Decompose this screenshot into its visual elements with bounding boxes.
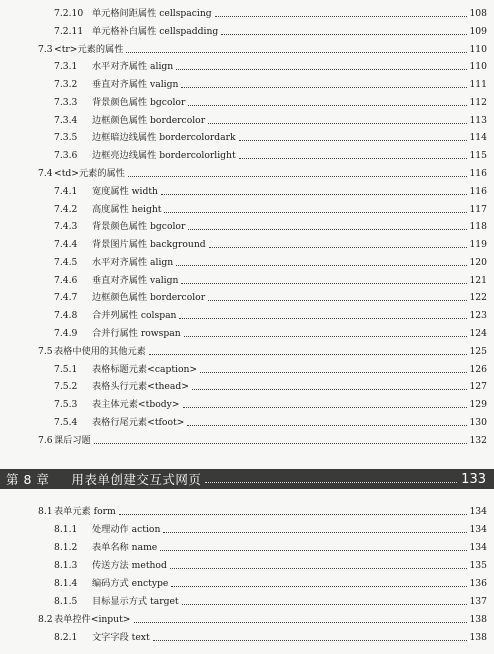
toc-leader-dots	[200, 372, 467, 373]
toc-entry	[38, 168, 487, 180]
toc-entry-page: 123	[469, 310, 487, 322]
toc-leader-dots	[176, 265, 467, 266]
toc-entry-title: 表单元素 form	[54, 506, 116, 517]
toc-leader-dots	[128, 176, 468, 177]
toc-entry-page: 134	[469, 542, 487, 553]
toc-entry-number: 7.4.6	[54, 274, 78, 286]
toc-entry-page: 112	[469, 96, 487, 108]
toc-leader-dots	[181, 87, 467, 88]
toc-entry-page: 126	[469, 363, 487, 375]
toc-entry-number: 8.1.3	[54, 560, 78, 571]
toc-entry-number: 8.1	[38, 506, 53, 517]
toc-entry-page: 129	[469, 399, 487, 411]
toc-entry-title: 课后习题	[54, 434, 91, 446]
toc-entry	[54, 417, 487, 429]
toc-entry-title: 边框亮边线属性 bordercolorlight	[92, 150, 236, 162]
toc-entry-number: 7.4.9	[54, 328, 78, 340]
toc-entry-number: 8.1.1	[54, 524, 78, 535]
toc-entry-title: 表格头行元素<thead>	[92, 381, 189, 393]
toc-entry-page: 118	[469, 221, 487, 233]
toc-entry-number: 7.5.3	[54, 399, 78, 411]
toc-entry-page: 115	[469, 150, 487, 162]
toc-entry-title: 背景图片属性 background	[92, 239, 206, 251]
toc-entry-number: 8.1.2	[54, 542, 78, 553]
toc-leader-dots	[164, 212, 467, 213]
toc-entry-number: 7.4.8	[54, 310, 78, 322]
toc-entry	[54, 79, 487, 91]
toc-entry	[54, 560, 487, 572]
toc-entry	[54, 632, 487, 644]
toc-leader-dots	[171, 586, 467, 587]
toc-entry-title: 处理动作 action	[92, 524, 161, 535]
toc-entry-title: 宽度属性 width	[92, 185, 158, 197]
toc-leader-dots	[149, 354, 468, 355]
toc-entry-title: 传送方法 method	[92, 560, 167, 571]
toc-entry	[38, 346, 487, 358]
toc-entry-number: 7.3.1	[54, 61, 78, 73]
toc-entry	[54, 328, 487, 340]
toc-entry-number: 7.6	[38, 434, 53, 446]
toc-entry-number: 7.2.11	[54, 25, 84, 37]
toc-entry-number: 7.5.4	[54, 416, 78, 428]
toc-entry-title: 水平对齐属性 align	[92, 61, 174, 73]
toc-entry-title: 文字字段 text	[92, 632, 150, 643]
toc-entry-number: 8.2.1	[54, 632, 78, 643]
toc-entry-number: 7.5.1	[54, 363, 78, 375]
toc-entry-title: <tr>元素的属性	[54, 43, 124, 55]
toc-entry	[54, 26, 487, 38]
toc-entry	[54, 8, 487, 20]
toc-entry-page: 138	[469, 632, 487, 643]
chapter-label: 第 8 章	[6, 472, 50, 487]
toc-entry	[54, 596, 487, 608]
toc-leader-dots	[188, 229, 467, 230]
toc-entry-number: 7.4.4	[54, 239, 78, 251]
toc-entry	[54, 186, 487, 198]
toc-entry-number: 7.3.4	[54, 114, 78, 126]
toc-entry	[54, 150, 487, 162]
toc-entry-page: 134	[469, 524, 487, 535]
toc-entry-title: 背景颜色属性 bgcolor	[92, 96, 186, 108]
toc-entry-title: 表单名称 name	[92, 542, 158, 553]
toc-entry	[54, 204, 487, 216]
toc-entry	[54, 542, 487, 554]
toc-entry-title: 表单控件<input>	[54, 614, 131, 625]
chapter-leader-dots	[205, 482, 457, 483]
toc-leader-dots	[183, 407, 468, 408]
toc-entry-title: 边框颜色属性 bordercolor	[92, 292, 206, 304]
toc-entry-page: 117	[469, 203, 487, 215]
toc-leader-dots	[163, 532, 467, 533]
toc-leader-dots	[176, 69, 467, 70]
toc-leader-dots	[188, 105, 467, 106]
toc-entry-title: 边框颜色属性 bordercolor	[92, 114, 206, 126]
toc-leader-dots	[170, 568, 468, 569]
toc-entry-page: 134	[469, 506, 487, 517]
toc-entry-number: 7.3	[38, 43, 53, 55]
toc-entry-page: 116	[469, 168, 487, 180]
toc-entry	[54, 97, 487, 109]
toc-entry-number: 8.1.5	[54, 596, 78, 607]
toc-entry-page: 132	[469, 434, 487, 446]
toc-entry-number: 7.4.3	[54, 221, 78, 233]
toc-entry-title: 背景颜色属性 bgcolor	[92, 221, 186, 233]
toc-entry-number: 7.3.2	[54, 79, 78, 91]
toc-entry-title: 表格行尾元素<tfoot>	[92, 416, 185, 428]
toc-entry	[38, 614, 487, 626]
toc-entry-title: 单元格间距属性 cellspacing	[92, 8, 212, 19]
toc-leader-dots	[221, 34, 467, 35]
toc-entry	[54, 381, 487, 393]
toc-entry-page: 135	[469, 560, 487, 571]
toc-entry	[54, 132, 487, 144]
toc-entry	[38, 44, 487, 56]
toc-leader-dots	[192, 389, 468, 390]
toc-entry-title: 编码方式 enctype	[92, 578, 169, 589]
toc-entry	[38, 435, 487, 447]
toc-entry	[54, 221, 487, 233]
toc-entry-title: 垂直对齐属性 valign	[92, 79, 179, 91]
toc-entry-page: 111	[469, 79, 487, 91]
toc-entry-page: 130	[469, 416, 487, 428]
toc-leader-dots	[153, 640, 468, 641]
toc-leader-dots	[208, 300, 467, 301]
toc-entry-title: 边框暗边线属性 bordercolordark	[92, 132, 236, 144]
toc-leader-dots	[182, 604, 468, 605]
toc-leader-dots	[209, 247, 468, 248]
chapter-heading-bar	[0, 469, 494, 489]
toc-entry-title: 单元格补白属性 cellspadding	[92, 25, 219, 37]
toc-leader-dots	[134, 622, 468, 623]
toc-entry-number: 7.3.6	[54, 150, 78, 162]
toc-entry-title: 表格中使用的其他元素	[54, 345, 146, 357]
toc-entry-page: 138	[469, 614, 487, 625]
toc-entry-page: 113	[469, 114, 487, 126]
toc-entry-number: 8.1.4	[54, 578, 78, 589]
toc-entry-page: 127	[469, 381, 487, 393]
chapter-page-number: 133	[461, 471, 486, 487]
toc-entry-page: 121	[469, 274, 487, 286]
toc-entry-number: 7.4.1	[54, 185, 78, 197]
toc-leader-dots	[215, 16, 468, 17]
toc-leader-dots	[239, 158, 468, 159]
toc-leader-dots	[94, 443, 468, 444]
toc-entry-title: 水平对齐属性 align	[92, 256, 174, 268]
toc-entry-number: 7.4	[38, 168, 53, 180]
toc-entry-title: 合并行属性 rowspan	[92, 328, 181, 340]
toc-leader-dots	[161, 194, 467, 195]
toc-entry-title: <td>元素的属性	[54, 168, 125, 180]
toc-entry-page: 114	[469, 132, 487, 144]
toc-entry-page: 109	[469, 25, 487, 37]
toc-entry-page: 116	[469, 185, 487, 197]
toc-leader-dots	[187, 425, 467, 426]
toc-entry-page: 119	[469, 239, 487, 251]
toc-leader-dots	[126, 52, 467, 53]
chapter-title: 用表单创建交互式网页	[71, 472, 202, 487]
toc-leader-dots	[119, 514, 468, 515]
toc-entry	[54, 578, 487, 590]
toc-entry	[54, 257, 487, 269]
toc-entry-number: 7.5.2	[54, 381, 78, 393]
toc-entry-page: 124	[469, 328, 487, 340]
toc-entry	[38, 506, 487, 518]
toc-entry	[54, 115, 487, 127]
toc-leader-dots	[181, 283, 467, 284]
toc-entry	[54, 61, 487, 73]
toc-entry-page: 110	[469, 43, 487, 55]
toc-leader-dots	[184, 336, 468, 337]
toc-entry-number: 7.4.5	[54, 256, 78, 268]
toc-entry-number: 7.4.7	[54, 292, 78, 304]
toc-entry	[54, 239, 487, 251]
toc-entry-page: 108	[469, 8, 487, 19]
toc-entry	[54, 310, 487, 322]
toc-entry-page: 137	[469, 596, 487, 607]
toc-entry-number: 7.3.3	[54, 96, 78, 108]
toc-leader-dots	[239, 140, 468, 141]
toc-entry-number: 7.3.5	[54, 132, 78, 144]
toc-leader-dots	[160, 550, 467, 551]
toc-entry-title: 表主体元素<tbody>	[92, 399, 180, 411]
toc-leader-dots	[208, 123, 467, 124]
toc-leader-dots	[179, 318, 467, 319]
toc-entry-page: 120	[469, 256, 487, 268]
toc-entry-page: 122	[469, 292, 487, 304]
toc-entry-title: 目标显示方式 target	[92, 596, 179, 607]
toc-entry	[54, 292, 487, 304]
toc-entry-page: 125	[469, 345, 487, 357]
toc-entry-page: 136	[469, 578, 487, 589]
toc-entry	[54, 399, 487, 411]
toc-entry	[54, 524, 487, 536]
toc-entry	[54, 364, 487, 376]
toc-entry-title: 表格标题元素<caption>	[92, 363, 198, 375]
toc-entry-number: 7.4.2	[54, 203, 78, 215]
toc-entry-number: 7.5	[38, 345, 53, 357]
toc-entry-number: 7.2.10	[54, 8, 84, 19]
toc-entry-title: 垂直对齐属性 valign	[92, 274, 179, 286]
toc-entry-title: 高度属性 height	[92, 203, 162, 215]
toc-entry-number: 8.2	[38, 614, 53, 625]
toc-entry-page: 110	[469, 61, 487, 73]
toc-entry-title: 合并列属性 colspan	[92, 310, 177, 322]
toc-entry	[54, 275, 487, 287]
